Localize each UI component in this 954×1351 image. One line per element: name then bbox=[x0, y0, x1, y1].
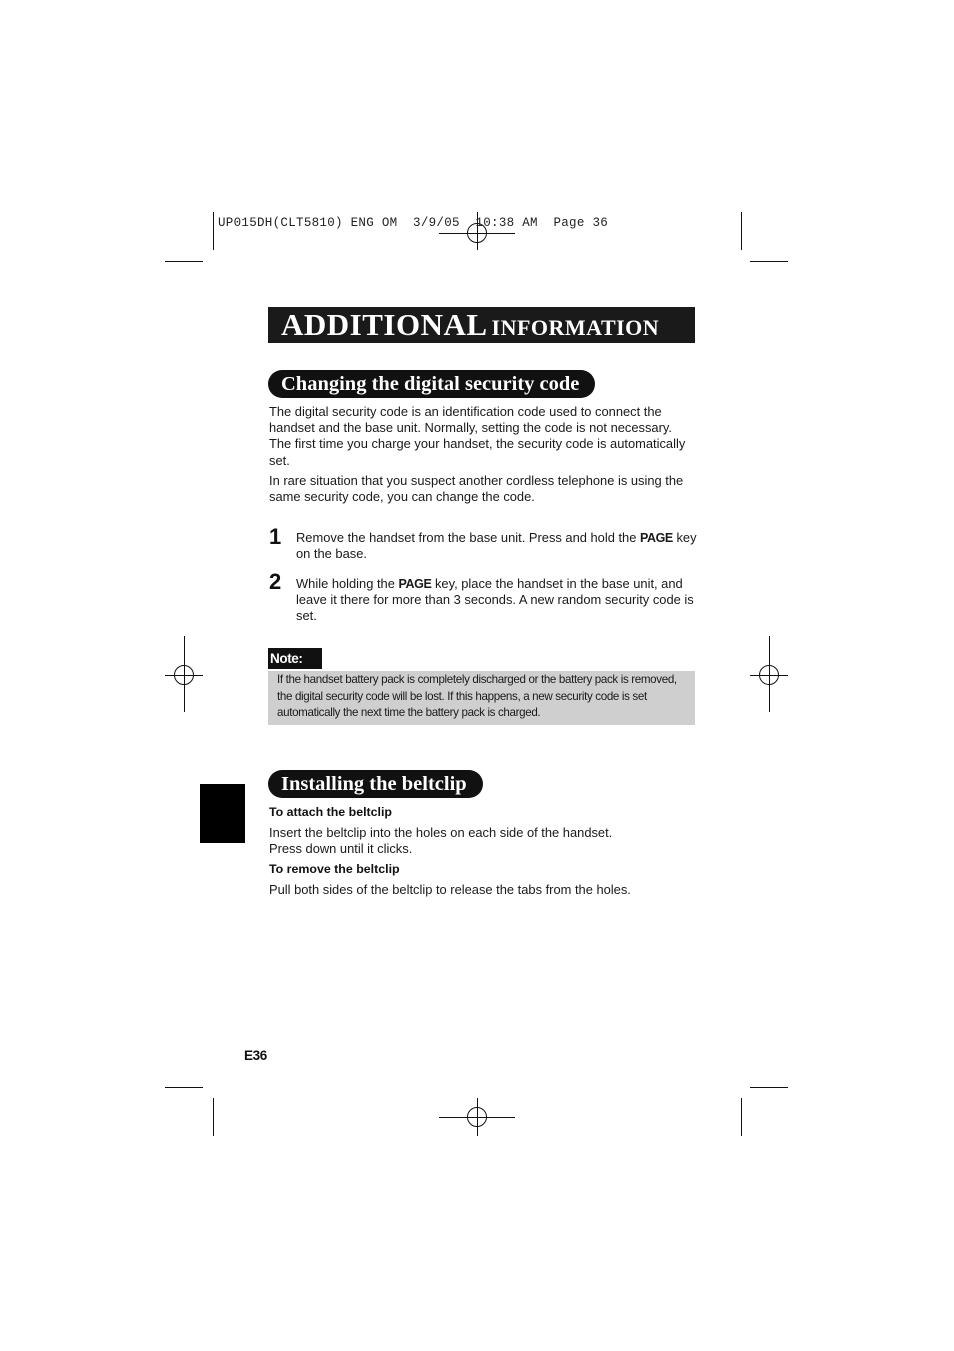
section-title-sub: INFORMATION bbox=[491, 315, 660, 340]
security-para-2: In rare situation that you suspect another cordless telephone is using the same security code, you can change the code. bbox=[269, 473, 684, 505]
attach-beltclip-text-2: Press down until it clicks. bbox=[269, 841, 413, 856]
step-1-text: Remove the handset from the base unit. Press and hold the PAGE key on the base. bbox=[296, 530, 697, 562]
section-side-tab bbox=[200, 784, 245, 843]
remove-beltclip-text: Pull both sides of the beltclip to release the tabs from the holes. bbox=[269, 882, 631, 897]
print-slug: UP015DH(CLT5810) ENG OM 3/9/05 10:38 AM Page 36 bbox=[218, 216, 609, 230]
step-2-text: While holding the PAGE key, place the handset in the base unit, and leave it there for more than 3 seconds. A new random security code is set. bbox=[296, 576, 694, 624]
page-key-label: PAGE bbox=[398, 577, 432, 591]
page-key-label: PAGE bbox=[639, 531, 673, 545]
remove-beltclip-title: To remove the beltclip bbox=[269, 862, 400, 876]
attach-beltclip-title: To attach the beltclip bbox=[269, 805, 392, 819]
security-para-1: The digital security code is an identification code used to connect the handset and the base unit. Normally, setting the code is not necessary. The first time you charge your handset, the security code is automatically set. bbox=[269, 404, 686, 468]
attach-beltclip-text-1: Insert the beltclip into the holes on each side of the handset. bbox=[269, 825, 613, 840]
section-title bbox=[268, 307, 695, 343]
page-number: E36 bbox=[244, 1048, 267, 1063]
step-1-number: 1 bbox=[269, 524, 282, 549]
step-2-number: 2 bbox=[269, 569, 282, 594]
note-label: Note: bbox=[268, 648, 322, 669]
security-heading: Changing the digital security code bbox=[268, 370, 595, 398]
beltclip-heading: Installing the beltclip bbox=[268, 770, 483, 798]
note-text: If the handset battery pack is completely discharged or the battery pack is removed, the digital security code will be lost. If this happens, a new security code is set automatically the next time the battery pack is charged. bbox=[268, 671, 695, 725]
section-title-main: ADDITIONAL bbox=[281, 307, 488, 342]
